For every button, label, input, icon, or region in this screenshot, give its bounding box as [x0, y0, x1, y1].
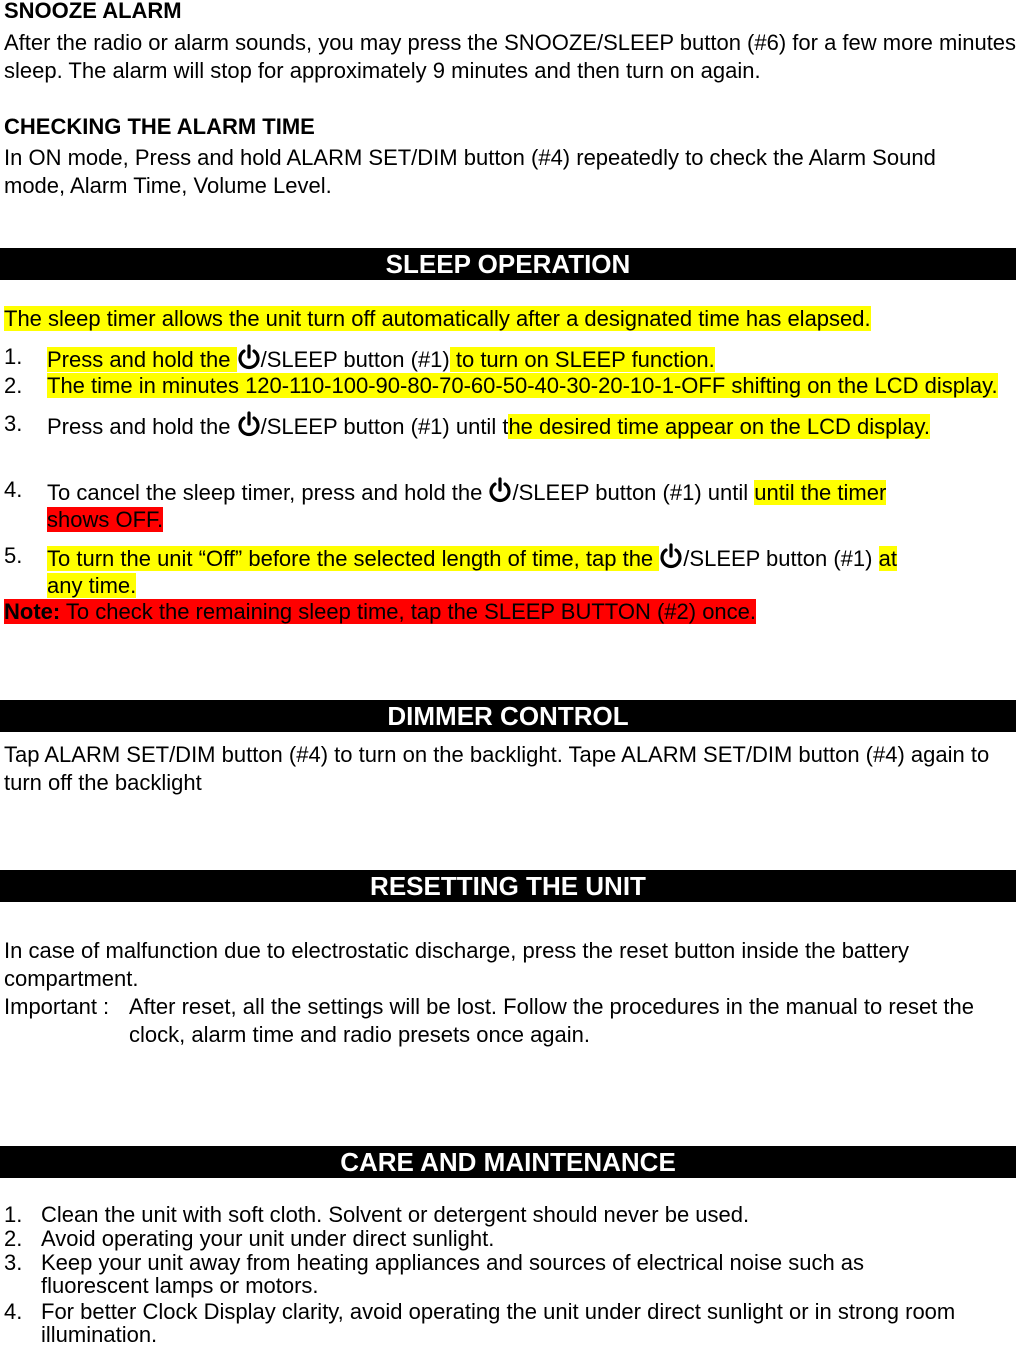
power-icon — [659, 542, 683, 570]
sleep-step-5: 5. To turn the unit “Off” before the selected length of time, tap the /SLEEP button (#1) at any time. — [4, 543, 897, 598]
sleep-step-1: 1. Press and hold the /SLEEP button (#1) to turn on SLEEP function. — [4, 344, 715, 372]
check-alarm-body: In ON mode, Press and hold ALARM SET/DIM button (#4) repeatedly to check the Alarm Sound mode, Alarm Time, Volume Level. — [4, 145, 936, 198]
power-icon — [488, 476, 512, 504]
care-item-2: 2. Avoid operating your unit under direct sunlight. — [4, 1226, 495, 1251]
snooze-title: SNOOZE ALARM — [4, 0, 182, 23]
dimmer-body: Tap ALARM SET/DIM button (#4) to turn on the backlight. Tape ALARM SET/DIM button (#4) again to turn off the backlight — [4, 742, 990, 795]
sleep-section-bar: SLEEP OPERATION — [0, 248, 1016, 280]
sleep-step-4: 4. To cancel the sleep timer, press and hold the /SLEEP button (#1) until until the timer shows OFF. — [4, 477, 887, 532]
power-icon — [237, 343, 261, 371]
sleep-note: Note: To check the remaining sleep time, tap the SLEEP BUTTON (#2) once. — [4, 599, 757, 624]
care-item-1: 1. Clean the unit with soft cloth. Solvent or detergent should never be used. — [4, 1202, 750, 1227]
reset-important-label: Important : — [4, 994, 110, 1019]
sleep-step-2: 2. The time in minutes 120-110-100-90-80-70-60-50-40-30-20-10-1-OFF shifting on the LCD display. — [4, 373, 998, 398]
check-alarm-title: CHECKING THE ALARM TIME — [4, 114, 315, 139]
sleep-step-3: 3. Press and hold the /SLEEP button (#1) until the desired time appear on the LCD display. — [4, 411, 930, 439]
sleep-intro: The sleep timer allows the unit turn off automatically after a designated time has elapsed. — [4, 306, 871, 331]
care-item-3: 3. Keep your unit away from heating appliances and sources of electrical noise such as fluorescent lamps or motors. — [4, 1250, 865, 1298]
power-icon — [237, 410, 261, 438]
reset-body: In case of malfunction due to electrostatic discharge, press the reset button inside the battery compartment. — [4, 938, 909, 991]
care-item-4: 4. For better Clock Display clarity, avoid operating the unit under direct sunlight or in strong room illumination. — [4, 1299, 956, 1347]
reset-important-text: After reset, all the settings will be lost. Follow the procedures in the manual to reset the clock, alarm time and radio presets once again. — [129, 994, 974, 1047]
dimmer-section-bar: DIMMER CONTROL — [0, 700, 1016, 732]
care-section-bar: CARE AND MAINTENANCE — [0, 1146, 1016, 1178]
snooze-body: After the radio or alarm sounds, you may press the SNOOZE/SLEEP button (#6) for a few more minutes sleep. The alarm will stop for approximately 9 minutes and then turn on again. — [4, 30, 1017, 83]
reset-section-bar: RESETTING THE UNIT — [0, 870, 1016, 902]
